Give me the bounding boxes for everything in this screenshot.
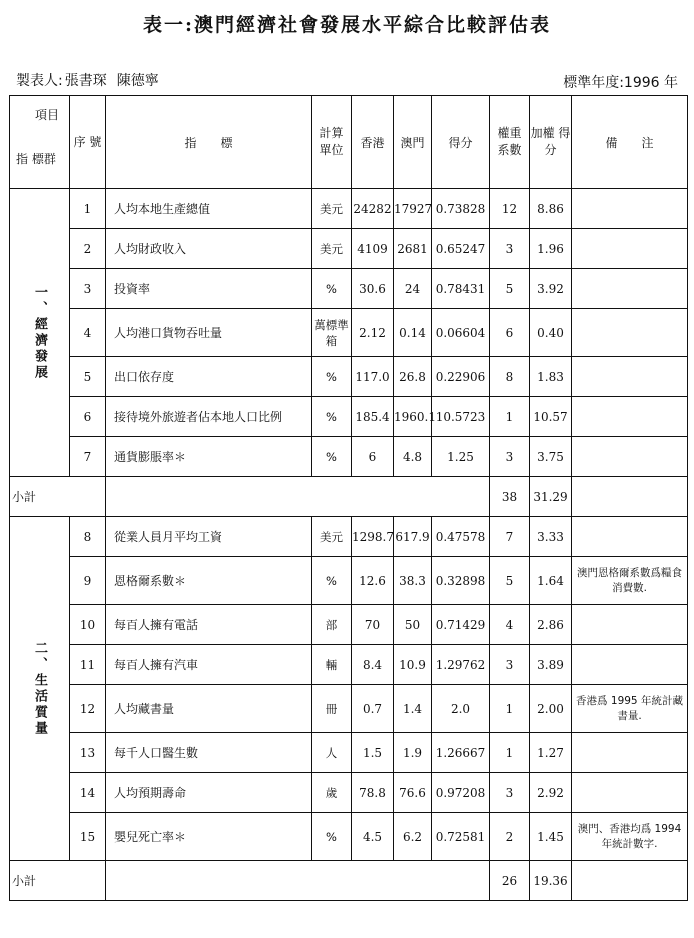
cell-no: 15 xyxy=(70,813,106,861)
table-row xyxy=(10,437,688,477)
cell-unit: % xyxy=(312,357,352,397)
author-name: 陳德寧 xyxy=(116,73,159,89)
cell-weighted: 2.92 xyxy=(530,773,572,813)
cell-remark: 澳門恩格爾系數爲糧食消費數. xyxy=(572,557,688,605)
table-row xyxy=(10,357,688,397)
cell-no: 8 xyxy=(70,517,106,557)
cell-unit: % xyxy=(312,557,352,605)
group-label xyxy=(10,189,70,477)
table-row xyxy=(10,733,688,773)
author-name: 張書琛 xyxy=(64,73,107,89)
cell-weighted: 1.96 xyxy=(530,229,572,269)
table-row xyxy=(10,397,688,437)
cell-remark xyxy=(572,397,688,437)
cell-weight: 1 xyxy=(490,685,530,733)
group-label xyxy=(10,517,70,861)
table-row xyxy=(10,645,688,685)
cell-score: 10.5723 xyxy=(432,397,490,437)
cell-indicator: 人均本地生產總值 xyxy=(106,189,312,229)
subtotal-empty xyxy=(106,477,490,517)
cell-weighted: 3.89 xyxy=(530,645,572,685)
page-title: 表一:澳門經濟社會發展水平綜合比較評估表 xyxy=(142,14,551,36)
table-row xyxy=(10,813,688,861)
cell-unit: % xyxy=(312,269,352,309)
cell-hk: 6 xyxy=(352,437,394,477)
cell-unit: 部 xyxy=(312,605,352,645)
cell-no: 14 xyxy=(70,773,106,813)
subtotal-label: 小計 xyxy=(10,477,106,517)
cell-weight: 8 xyxy=(490,357,530,397)
cell-score: 1.25 xyxy=(432,437,490,477)
cell-macau: 0.14 xyxy=(394,309,432,357)
cell-indicator: 通貨膨脹率＊ xyxy=(106,437,312,477)
cell-hk: 117.0 xyxy=(352,357,394,397)
cell-indicator: 人均預期壽命 xyxy=(106,773,312,813)
subtotal-label: 小計 xyxy=(10,861,106,901)
cell-hk: 185.4 xyxy=(352,397,394,437)
table-row xyxy=(10,269,688,309)
cell-macau: 1.4 xyxy=(394,685,432,733)
header-score: 得分 xyxy=(432,96,490,189)
cell-score: 0.72581 xyxy=(432,813,490,861)
cell-weighted: 2.00 xyxy=(530,685,572,733)
cell-hk: 70 xyxy=(352,605,394,645)
cell-hk: 1298.7 xyxy=(352,517,394,557)
subtotal-weighted: 19.36 xyxy=(530,861,572,901)
cell-score: 1.26667 xyxy=(432,733,490,773)
cell-remark xyxy=(572,733,688,773)
cell-weighted: 1.64 xyxy=(530,557,572,605)
cell-weight: 12 xyxy=(490,189,530,229)
cell-weight: 3 xyxy=(490,437,530,477)
cell-weighted: 10.57 xyxy=(530,397,572,437)
cell-indicator: 恩格爾系數＊ xyxy=(106,557,312,605)
header-no: 序 號 xyxy=(70,96,106,189)
header-macau: 澳門 xyxy=(394,96,432,189)
table-row xyxy=(10,557,688,605)
cell-unit: 美元 xyxy=(312,229,352,269)
cell-weight: 7 xyxy=(490,517,530,557)
cell-indicator: 投資率 xyxy=(106,269,312,309)
cell-macau: 38.3 xyxy=(394,557,432,605)
cell-score: 1.29762 xyxy=(432,645,490,685)
cell-unit: 美元 xyxy=(312,189,352,229)
table-row xyxy=(10,229,688,269)
cell-remark: 澳門、香港均爲 1994 年統計數字. xyxy=(572,813,688,861)
subtotal-row xyxy=(10,861,688,901)
evaluation-table xyxy=(9,95,688,901)
header-corner xyxy=(10,96,70,189)
cell-no: 1 xyxy=(70,189,106,229)
cell-weight: 5 xyxy=(490,557,530,605)
cell-weight: 3 xyxy=(490,229,530,269)
cell-remark xyxy=(572,437,688,477)
header-item: 項目 xyxy=(34,108,59,122)
cell-indicator: 每百人擁有電話 xyxy=(106,605,312,645)
cell-indicator: 出口依存度 xyxy=(106,357,312,397)
header-group: 指 標群 xyxy=(16,152,56,167)
cell-weight: 6 xyxy=(490,309,530,357)
cell-score: 0.47578 xyxy=(432,517,490,557)
cell-weighted: 0.40 xyxy=(530,309,572,357)
cell-no: 3 xyxy=(70,269,106,309)
cell-weight: 1 xyxy=(490,397,530,437)
cell-remark xyxy=(572,189,688,229)
cell-no: 11 xyxy=(70,645,106,685)
cell-remark xyxy=(572,605,688,645)
cell-remark: 香港爲 1995 年統計藏書量. xyxy=(572,685,688,733)
standard-year: 標準年度:1996 年 xyxy=(563,75,678,91)
cell-macau: 76.6 xyxy=(394,773,432,813)
cell-hk: 0.7 xyxy=(352,685,394,733)
cell-no: 4 xyxy=(70,309,106,357)
cell-weighted: 1.83 xyxy=(530,357,572,397)
cell-hk: 12.6 xyxy=(352,557,394,605)
cell-macau: 1.9 xyxy=(394,733,432,773)
cell-unit: 美元 xyxy=(312,517,352,557)
cell-remark xyxy=(572,357,688,397)
subtotal-row xyxy=(10,477,688,517)
table-row xyxy=(10,685,688,733)
header-unit: 計算 單位 xyxy=(312,96,352,189)
cell-score: 0.32898 xyxy=(432,557,490,605)
cell-remark xyxy=(572,309,688,357)
cell-score: 0.06604 xyxy=(432,309,490,357)
cell-hk: 4.5 xyxy=(352,813,394,861)
cell-indicator: 接待境外旅遊者佔本地人口比例 xyxy=(106,397,312,437)
cell-weighted: 1.45 xyxy=(530,813,572,861)
cell-weight: 1 xyxy=(490,733,530,773)
cell-unit: % xyxy=(312,397,352,437)
cell-no: 9 xyxy=(70,557,106,605)
cell-unit: 歲 xyxy=(312,773,352,813)
group-name: 二、生活質量 xyxy=(32,640,47,737)
header-indicator: 指 標 xyxy=(106,96,312,189)
cell-remark xyxy=(572,229,688,269)
cell-macau: 50 xyxy=(394,605,432,645)
cell-hk: 30.6 xyxy=(352,269,394,309)
subtotal-weighted: 31.29 xyxy=(530,477,572,517)
cell-indicator: 嬰兒死亡率＊ xyxy=(106,813,312,861)
cell-weight: 2 xyxy=(490,813,530,861)
cell-score: 2.0 xyxy=(432,685,490,733)
cell-score: 0.78431 xyxy=(432,269,490,309)
cell-macau: 617.9 xyxy=(394,517,432,557)
header-weight: 權重 系數 xyxy=(490,96,530,189)
cell-score: 0.65247 xyxy=(432,229,490,269)
cell-score: 0.97208 xyxy=(432,773,490,813)
cell-unit: 萬標準箱 xyxy=(312,309,352,357)
cell-hk: 24282 xyxy=(352,189,394,229)
cell-weight: 3 xyxy=(490,645,530,685)
cell-hk: 2.12 xyxy=(352,309,394,357)
subtotal-weight: 38 xyxy=(490,477,530,517)
cell-indicator: 人均港口貨物吞吐量 xyxy=(106,309,312,357)
cell-no: 6 xyxy=(70,397,106,437)
subtotal-empty xyxy=(106,861,490,901)
cell-weight: 4 xyxy=(490,605,530,645)
subtotal-weight: 26 xyxy=(490,861,530,901)
table-body xyxy=(10,189,688,901)
table-row xyxy=(10,605,688,645)
header-remark: 備 注 xyxy=(572,96,688,189)
cell-remark xyxy=(572,645,688,685)
group-name: 一、經濟發展 xyxy=(32,284,47,381)
cell-weighted: 1.27 xyxy=(530,733,572,773)
cell-no: 7 xyxy=(70,437,106,477)
cell-weight: 5 xyxy=(490,269,530,309)
author-line xyxy=(16,70,159,90)
table-row xyxy=(10,309,688,357)
cell-score: 0.73828 xyxy=(432,189,490,229)
cell-indicator: 每百人擁有汽車 xyxy=(106,645,312,685)
cell-score: 0.22906 xyxy=(432,357,490,397)
table-row xyxy=(10,517,688,557)
cell-no: 13 xyxy=(70,733,106,773)
cell-hk: 78.8 xyxy=(352,773,394,813)
cell-no: 12 xyxy=(70,685,106,733)
cell-macau: 10.9 xyxy=(394,645,432,685)
subtotal-remark xyxy=(572,477,688,517)
cell-weighted: 3.75 xyxy=(530,437,572,477)
cell-hk: 1.5 xyxy=(352,733,394,773)
cell-remark xyxy=(572,773,688,813)
cell-weighted: 8.86 xyxy=(530,189,572,229)
table-row xyxy=(10,773,688,813)
cell-hk: 4109 xyxy=(352,229,394,269)
cell-score: 0.71429 xyxy=(432,605,490,645)
cell-macau: 17927 xyxy=(394,189,432,229)
subtotal-remark xyxy=(572,861,688,901)
cell-remark xyxy=(572,269,688,309)
cell-weighted: 3.92 xyxy=(530,269,572,309)
cell-remark xyxy=(572,517,688,557)
cell-macau: 6.2 xyxy=(394,813,432,861)
cell-indicator: 從業人員月平均工資 xyxy=(106,517,312,557)
cell-macau: 1960.1 xyxy=(394,397,432,437)
cell-macau: 24 xyxy=(394,269,432,309)
cell-weighted: 2.86 xyxy=(530,605,572,645)
cell-macau: 26.8 xyxy=(394,357,432,397)
cell-indicator: 人均財政收入 xyxy=(106,229,312,269)
cell-unit: 人 xyxy=(312,733,352,773)
cell-unit: % xyxy=(312,813,352,861)
cell-indicator: 人均藏書量 xyxy=(106,685,312,733)
cell-unit: 輛 xyxy=(312,645,352,685)
cell-no: 5 xyxy=(70,357,106,397)
cell-weight: 3 xyxy=(490,773,530,813)
cell-weighted: 3.33 xyxy=(530,517,572,557)
author-label: 製表人: xyxy=(16,73,63,89)
cell-indicator: 每千人口醫生數 xyxy=(106,733,312,773)
cell-unit: % xyxy=(312,437,352,477)
cell-macau: 2681 xyxy=(394,229,432,269)
cell-no: 2 xyxy=(70,229,106,269)
cell-hk: 8.4 xyxy=(352,645,394,685)
header-weighted: 加權 得分 xyxy=(530,96,572,189)
header-hk: 香港 xyxy=(352,96,394,189)
cell-no: 10 xyxy=(70,605,106,645)
cell-macau: 4.8 xyxy=(394,437,432,477)
table-row xyxy=(10,189,688,229)
cell-unit: 冊 xyxy=(312,685,352,733)
